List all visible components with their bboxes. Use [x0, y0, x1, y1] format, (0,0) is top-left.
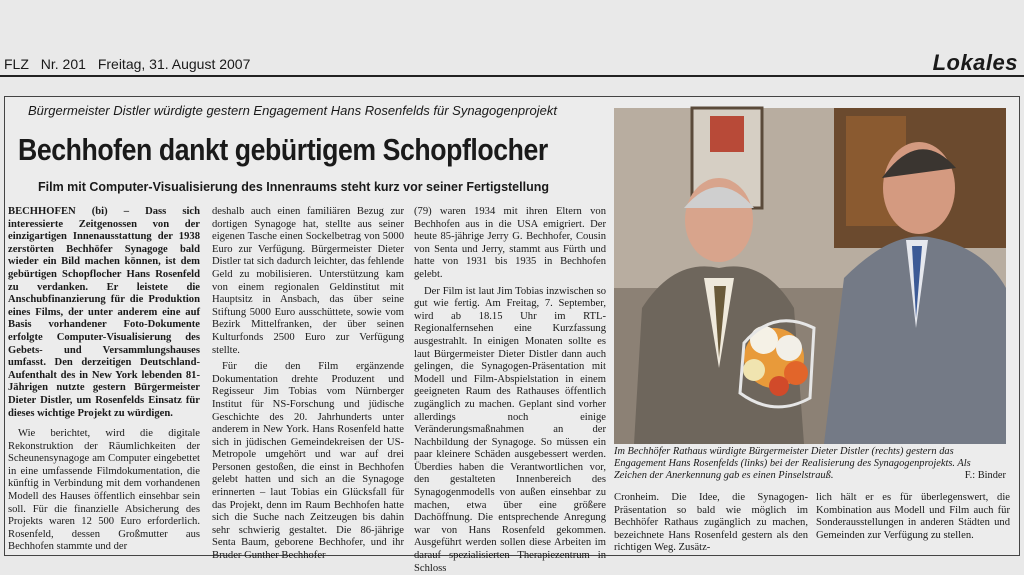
photo-caption: [614, 446, 1006, 482]
column-1-paragraph: Wie berichtet, wird die digitale Rekonstruktion der Räumlichkeiten der Scheunensynagoge am Computer eingebettet in eine umfassende Filmdokumentation, die künftig in Verbindung mit dem vorhandenen Modell des Hauses öffentlich einsehbar sein soll. Für die finanzielle Absicherung des Projekts waren 12 500 Euro erforderlich. Rosenfeld, dessen Großmutter aus Bechhofen stammte und der: [8, 428, 200, 553]
article-column-4: [614, 492, 808, 555]
column-5-paragraph: lich hält er es für überlegenswert, die Kombination aus Modell und Film auch für Sonderausstellungen in anderen Städten und Gemeinden zur Verfügung zu stellen.: [816, 492, 1010, 541]
article-kicker: Bürgermeister Distler würdigte gestern Engagement Hans Rosenfelds für Synagogenprojekt: [28, 103, 557, 118]
paper-name: FLZ: [4, 56, 29, 72]
issue-number: Nr. 201: [40, 56, 86, 72]
article-photo: [614, 108, 1006, 444]
column-2-paragraph-1: deshalb auch einen familiären Bezug zur dortigen Synagoge hat, stellte aus seiner eigenen Tasche einen Sockelbetrag von 5000 Euro zur Verfügung. Bürgermeister Dieter Distler tat sich dadurch leichter, das fehlende Geld zu mobilisieren. Unterstützung kam von einem regionalen Geldinstitut mit Hauptsitz in Ansbach, das über seine Stiftung 5000 Euro ausschüttete, sowie vom Bezirk Mittelfranken, der über seinen Kulturfonds 2500 Euro zur Verfügung stellte.: [212, 206, 404, 356]
column-4-paragraph: Cronheim. Die Idee, die Synagogen-Präsentation so bald wie möglich im Bechhöfer Rathaus zugänglich zu machen, bezeichnete Hans Rosenfeld gestern als den richtigen Weg. Zusätz-: [614, 492, 808, 554]
article-subhead: Film mit Computer-Visualisierung des Innenraums steht kurz vor seiner Fertigstellung: [38, 180, 549, 194]
column-2-paragraph-2: Für die den Film ergänzende Dokumentation drehte Produzent und Regisseur Jim Tobias vom Nürnberger Institut für NS-Forschung und jüdische Geschichte des 20. Jahrhunderts unter anderem in New York. Hans Rosenfeld hatte sich in jüdischen Gemeindekreisen der US-Metropole umgehört und war auf drei Personen gestoßen, die einst in Bechhofen gelebt hatten und sich an die Synagoge erinnerten – laut Tobias ein Glücksfall für das Projekt, denn im Raum Bechhofen hatte sich die Suche nach Zeitzeugen bis dahin sehr schwierig gestaltet. Die 86-jährige Senta Baum, geborene Bechhofer, und ihr Bruder Gunther Bechhofer: [212, 361, 404, 562]
column-3-paragraph-1: (79) waren 1934 mit ihren Eltern von Bechhofen aus in die USA emigriert. Der heute 85-jährige Jerry G. Bechhofer, Cousin von Senta und Jerry, stammt aus Fürth und hatte von 1931 bis 1935 in Bechhofen gelebt.: [414, 206, 606, 280]
article-column-5: [816, 492, 1010, 542]
page-header: [0, 50, 1024, 78]
article-column-1: [8, 206, 200, 551]
issue-date: Freitag, 31. August 2007: [97, 56, 251, 72]
article-headline: Bechhofen dankt gebürtigem Schopflocher: [18, 132, 548, 167]
column-3-paragraph-2: Der Film ist laut Jim Tobias inzwischen so gut wie fertig. Am Freitag, 7. September, wird ab 18.15 Uhr im RTL-Regionalfernsehen eine Kurzfassung ausgestrahlt. In einigen Monaten sollte es laut Bürgermeister Dieter Distler dann auch gelingen, die Synagogen-Präsentation mit Modell und Film-Abspielstation in einem geeigneten Raum des Rathauses öffentlich zugänglich zu machen. Geplant sind vorher allerdings noch einige Veränderungsmaßnahmen an der Nachbildung der Synagoge. So müssen ein paar kleinere Schäden ausgebessert werden. Überdies haben die Verantwortlichen vor, den gestalteten Innenbereich des Synagogenmodells von außen einsehbar zu machen, etwa über eine größere Dachöffnung. Die entsprechende Anregung war von Hans Rosenfeld gekommen. Ausgeführt werden sollen diese Arbeiten im darauf spezialisierten Therapiezentrum in Schloss: [414, 285, 606, 574]
header-rule: [0, 75, 1024, 77]
photo-illustration: [614, 108, 1006, 444]
section-title: Lokales: [932, 50, 1018, 75]
article-column-2: [212, 206, 404, 562]
article-column-3: [414, 206, 606, 574]
photo-credit: F.: Binder: [964, 470, 1006, 481]
header-meta: [4, 56, 258, 72]
caption-text: Im Bechhöfer Rathaus würdigte Bürgermeister Dieter Distler (rechts) gestern das Engagement Hans Rosenfelds (links) bei der Realisierung des Synagogenprojekts. Als Zeichen der Anerkennung gab es einen Pinselstrauß.: [614, 446, 971, 481]
article-lead: BECHHOFEN (bi) – Dass sich interessierte Zeitgenossen von der einzigartigen Innenausstattung der 1938 zerstörten Bechhöfer Synagoge bald wieder ein Bild machen können, ist dem gebürtigen Schopflocher Hans Rosenfeld zu verdanken. Er leistete die Anschubfinanzierung für die Produktion eines Films, der unter anderem eine auf Basis vorhandener Foto-Dokumente erfolgte Computer-Visualisierung des Gebets- und Versammlungshauses umfasst. Den derzeitigen Deutschland-Aufenthalt des in New York lebenden 81-Jährigen nutzte gestern Bürgermeister Dieter Distler, um Rosenfelds Einsatz für dieses wichtige Projekt zu würdigen.: [8, 206, 200, 419]
